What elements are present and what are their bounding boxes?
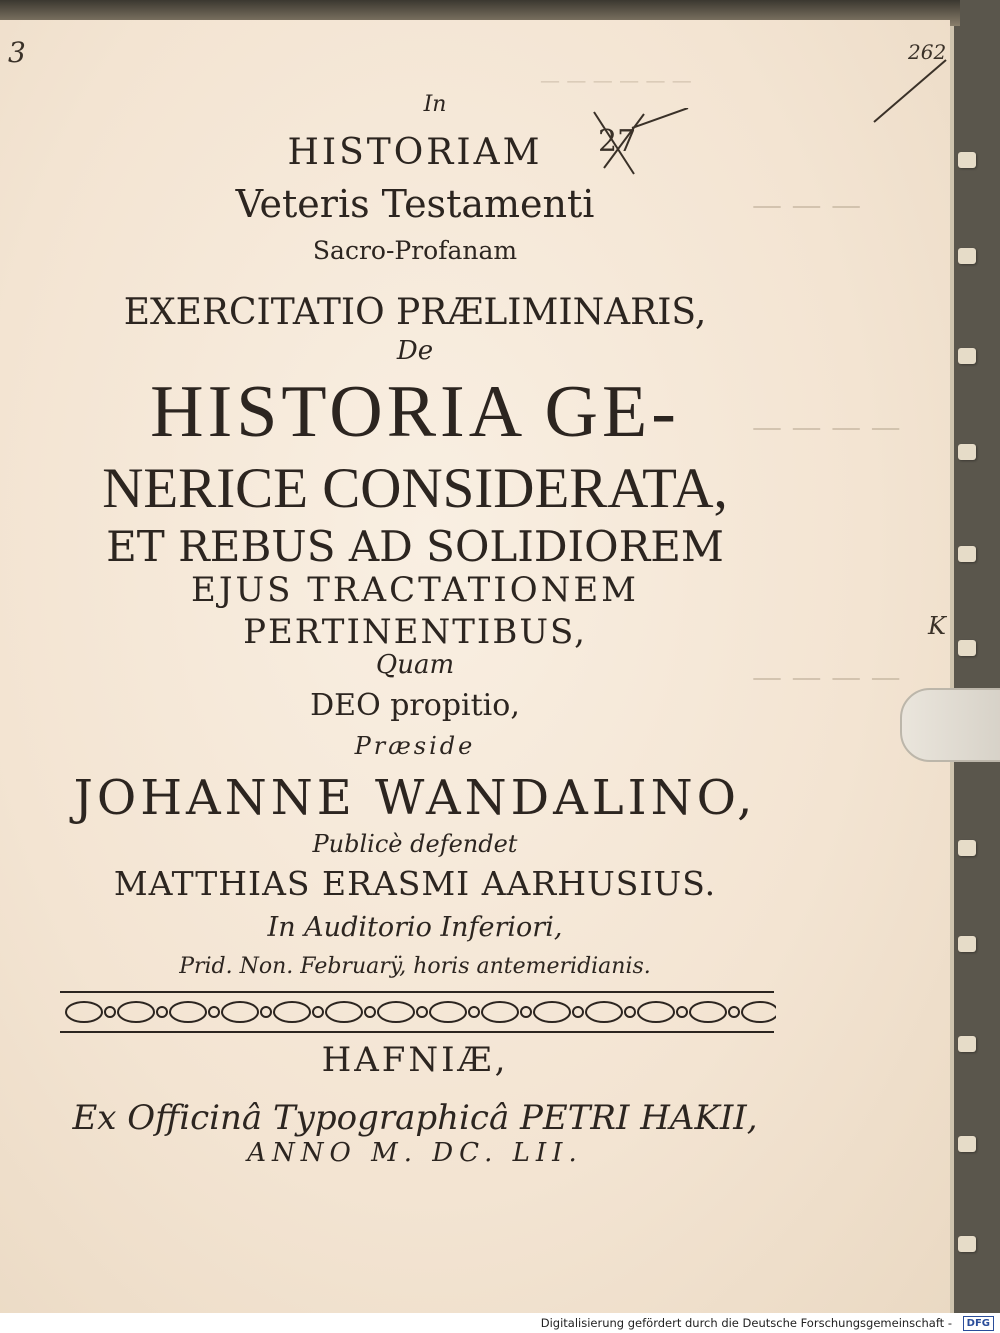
title-line-exercitatio: EXERCITATIO PRÆLIMINARIS, <box>123 292 707 333</box>
ornament-oval <box>482 1002 518 1022</box>
bleed-through-text: — — — <box>752 188 862 223</box>
ornament-dot <box>521 1007 531 1017</box>
handwritten-stroke <box>870 56 950 126</box>
ornament-dot <box>625 1007 635 1017</box>
title-page <box>0 20 950 1313</box>
title-line-sacro: Sacro-Profanam <box>312 236 518 265</box>
ornament-oval <box>274 1002 310 1022</box>
ornament-dot <box>573 1007 583 1017</box>
title-line-de: De <box>396 336 434 366</box>
ornament-oval <box>742 1002 776 1022</box>
ornament-dot <box>417 1007 427 1017</box>
ornament-oval <box>586 1002 622 1022</box>
index-tab <box>958 840 976 856</box>
title-line-praeside: Præside <box>354 732 476 760</box>
ornament-dot <box>677 1007 687 1017</box>
footer-bar <box>0 1313 1000 1333</box>
title-line-historiam: HISTORIAM <box>287 132 543 173</box>
ornament-oval <box>534 1002 570 1022</box>
index-tab <box>958 1036 976 1052</box>
ornament-dot <box>469 1007 479 1017</box>
ornament-dot <box>729 1007 739 1017</box>
handwritten-number: 27 <box>598 124 637 159</box>
ornament-dot <box>157 1007 167 1017</box>
bleed-through-text: — — — — — — <box>540 68 692 92</box>
index-tab <box>958 348 976 364</box>
ornament-oval <box>430 1002 466 1022</box>
imprint-line-anno: ANNO M. DC. LII. <box>247 1138 583 1168</box>
ornament-band <box>58 986 776 1036</box>
title-line-historia-ge: HISTORIA GE- <box>150 371 680 453</box>
title-line-et-rebus: ET REBUS AD SOLIDIOREM <box>106 522 724 571</box>
dfg-logo: DFG <box>963 1316 994 1331</box>
title-line-publice: Publicè defendet <box>312 830 518 858</box>
title-line-in: In <box>423 92 447 117</box>
ornament-oval <box>66 1002 102 1022</box>
ornament-oval <box>222 1002 258 1022</box>
ornament-dot <box>365 1007 375 1017</box>
index-tab <box>958 248 976 264</box>
page-clip <box>900 688 1000 762</box>
bleed-through-text: — — — — <box>752 660 901 695</box>
ornament-oval <box>378 1002 414 1022</box>
title-line-ejus: EJUS TRACTATIONEM <box>191 570 639 610</box>
ornament-dot <box>105 1007 115 1017</box>
title-line-prid: Prid. Non. Februarÿ, horis antemeridianis. <box>179 954 651 979</box>
index-tab <box>958 1236 976 1252</box>
title-line-pertinentibus: PERTINENTIBUS, <box>243 612 587 652</box>
title-line-matthias: MATTHIAS ERASMI AARHUSIUS. <box>113 864 717 903</box>
ornament-dot <box>313 1007 323 1017</box>
footer-credit: Digitalisierung gefördert durch die Deutsche Forschungsgemeinschaft - <box>540 1316 952 1330</box>
title-line-johanne: JOHANNE WANDALINO, <box>73 770 757 826</box>
imprint-line-officina: Ex Officinâ Typographicâ PETRI HAKII, <box>72 1098 758 1138</box>
index-tab <box>958 640 976 656</box>
title-line-deo: DEO propitio, <box>310 688 520 723</box>
index-tab <box>958 546 976 562</box>
ornament-oval <box>326 1002 362 1022</box>
ornament-dot <box>261 1007 271 1017</box>
handwritten-number-left: 3 <box>8 36 26 69</box>
index-tab <box>958 444 976 460</box>
title-line-auditorio: In Auditorio Inferiori, <box>267 912 563 943</box>
bleed-through-text: — — — — <box>752 410 901 445</box>
ornament-dot <box>209 1007 219 1017</box>
handwritten-margin-mark: K <box>928 612 946 640</box>
imprint-line-hafniae: HAFNIÆ, <box>321 1040 509 1080</box>
ornament-oval <box>638 1002 674 1022</box>
ornament-oval <box>118 1002 154 1022</box>
title-line-nerice: NERICE CONSIDERATA, <box>102 457 728 520</box>
ornament-oval <box>690 1002 726 1022</box>
title-line-veteris: Veteris Testamenti <box>235 182 595 226</box>
index-tab <box>958 152 976 168</box>
index-tab <box>958 936 976 952</box>
index-tab <box>958 1136 976 1152</box>
handwritten-number-right: 262 <box>908 40 947 64</box>
ornament-oval <box>170 1002 206 1022</box>
title-line-quam: Quam <box>375 650 455 680</box>
